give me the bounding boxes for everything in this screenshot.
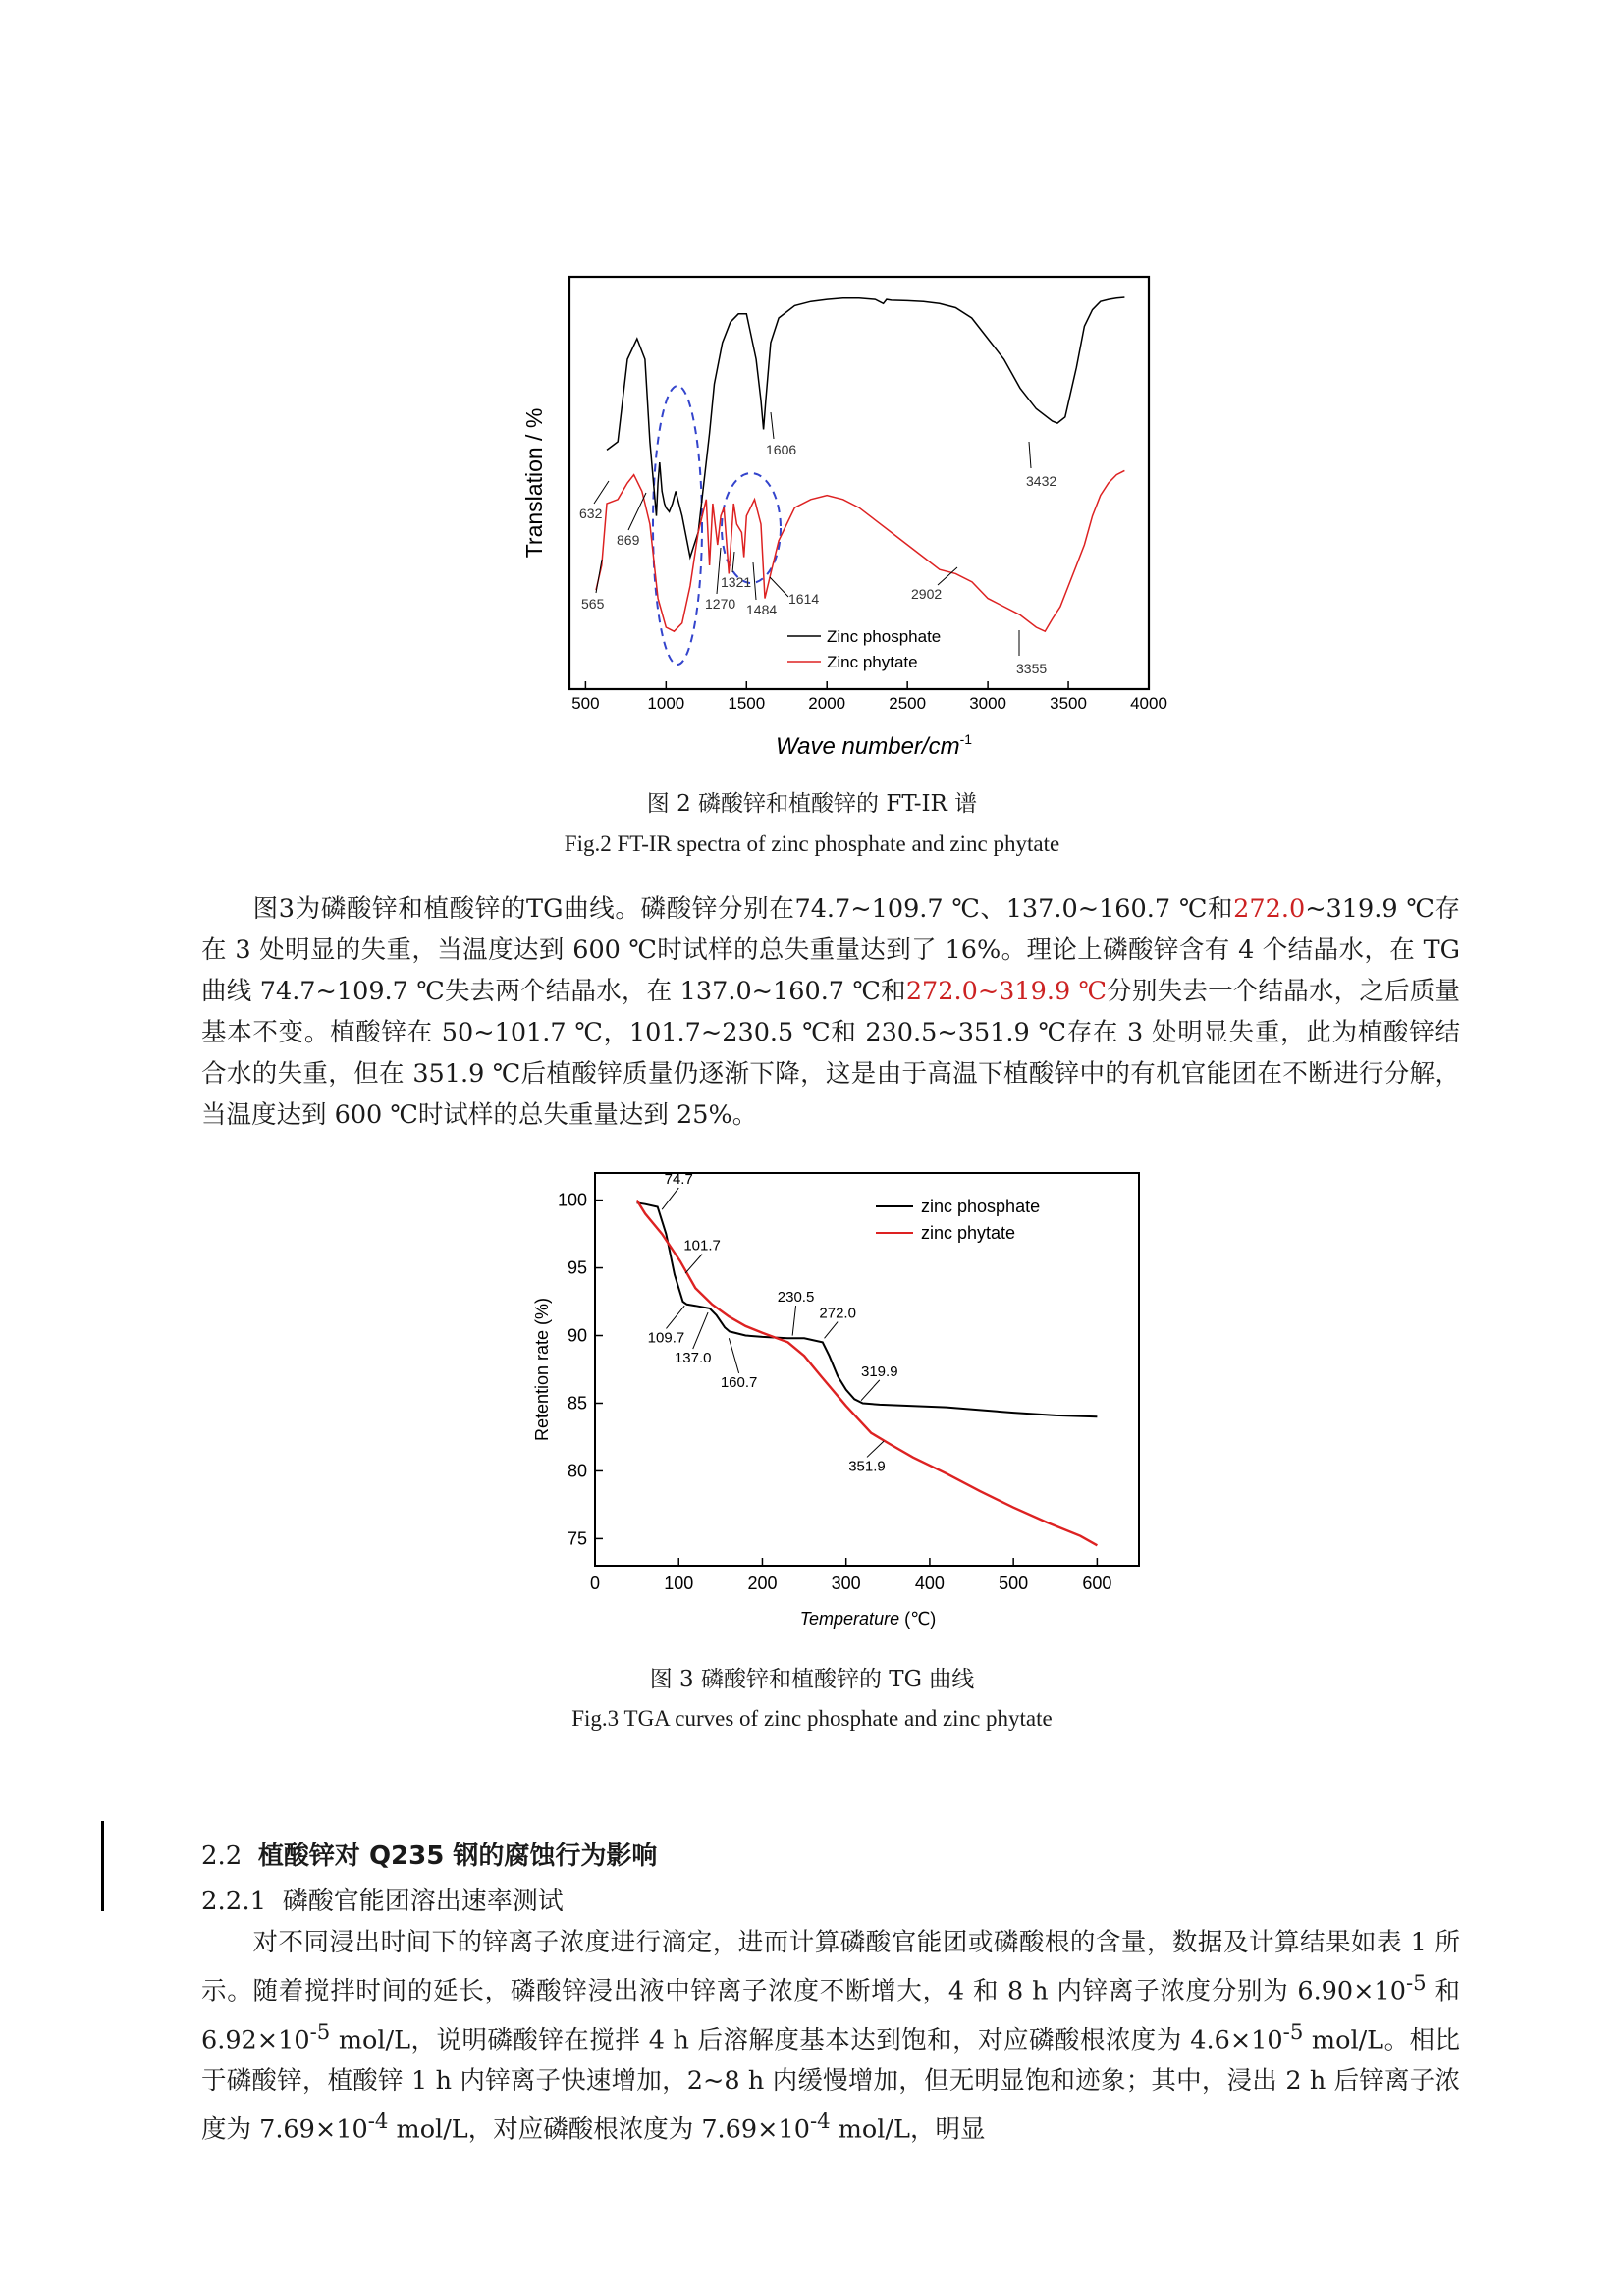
fig2-chart xyxy=(511,265,1167,775)
fig2-ylabel: Translation / % xyxy=(521,407,547,559)
fig2-svg xyxy=(511,265,1167,775)
para2-text: 和 6.92×10 xyxy=(201,1976,1461,2055)
fig3-annot-230-5: 230.5 xyxy=(777,1289,815,1307)
fig3-xtick-label: 300 xyxy=(831,1574,861,1593)
body-paragraph-tg xyxy=(201,888,1460,1136)
para1-text-1: 图3为磷酸锌和植酸锌的TG曲线。磷酸锌分别在74.7~109.7 ℃、137.0~160.7 ℃和 xyxy=(252,894,1234,924)
fig2-legend-label-phosphate: Zinc phosphate xyxy=(827,627,942,646)
fig2-arrow-869 xyxy=(628,493,646,530)
fig3-ylabel: Retention rate (%) xyxy=(532,1297,552,1442)
fig3-xtick-label: 100 xyxy=(664,1574,694,1593)
fig2-xtick-label: 3500 xyxy=(1050,694,1087,713)
fig3-legend-label-phytate: zinc phytate xyxy=(921,1223,1016,1243)
para1-highlight-2: 272.0~319.9 ℃ xyxy=(905,977,1108,1006)
fig3-annot-arrow xyxy=(693,1312,708,1349)
fig3-annot-109-7: 109.7 xyxy=(647,1329,685,1347)
fig3-annot-arrow xyxy=(792,1306,795,1335)
fig2-xtick-label: 3000 xyxy=(969,694,1007,713)
fig3-ytick-label: 75 xyxy=(567,1528,587,1549)
fig2-annot-1614: 1614 xyxy=(788,591,820,607)
fig2-xlabel xyxy=(776,731,972,760)
fig2-xtick-label: 1000 xyxy=(647,694,685,713)
fig2-annot-3432: 3432 xyxy=(1026,473,1057,489)
fig3-annot-137-0: 137.0 xyxy=(674,1350,712,1367)
fig3-ytick-label: 85 xyxy=(567,1393,587,1414)
fig3-svg xyxy=(520,1163,1149,1644)
fig3-annot-arrow xyxy=(662,1188,678,1209)
fig3-caption-cn: 图 3 磷酸锌和植酸锌的 TG 曲线 xyxy=(649,1667,975,1692)
heading-number: 2.2 xyxy=(201,1842,243,1871)
fig2-annot-1606: 1606 xyxy=(766,442,797,457)
fig3-annot-319-9: 319.9 xyxy=(861,1362,898,1380)
fig2-dashed-ellipse-1 xyxy=(653,386,702,665)
fig3-xlabel-unit: (℃) xyxy=(899,1609,937,1629)
change-bar xyxy=(101,1821,104,1911)
para1-text-3: 分别失去一个结晶水，之后质量基本不变。植酸锌在 50~101.7 ℃，101.7~230.5 ℃和 230.5~351.9 ℃存在 3 处明显失重，此为植酸锌结合水的失重，但在 351.9 ℃后植酸锌质量仍逐渐下降，这是由于高温下植酸锌中的有机官能团在不断进行分解，当温度达到 600 ℃时试样的总失重量达到 25%。 xyxy=(201,977,1461,1130)
fig2-annot-632: 632 xyxy=(579,506,603,521)
fig2-annot-2902: 2902 xyxy=(911,586,943,602)
fig2-caption-en: Fig.2 FT-IR spectra of zinc phosphate and zinc phytate xyxy=(564,831,1060,856)
fig3-ytick-label: 100 xyxy=(557,1190,587,1210)
section-heading-2-2-1 xyxy=(201,1881,564,1917)
fig3-series-line-zinc-phosphate xyxy=(637,1202,1098,1416)
fig2-xtick-label: 2500 xyxy=(889,694,927,713)
para2-sup: -5 xyxy=(1405,1971,1427,1996)
fig2-arrow-1606 xyxy=(771,412,774,439)
fig3-xtick-label: 200 xyxy=(747,1574,778,1593)
fig2-annot-565: 565 xyxy=(581,596,605,612)
fig2-arrow-1321 xyxy=(732,552,734,572)
fig2-xlabel-main: Wave number/cm xyxy=(775,733,960,760)
fig2-annot-3355: 3355 xyxy=(1016,661,1048,676)
para1-highlight-1: 272.0 xyxy=(1233,894,1306,924)
fig2-arrow-565 xyxy=(596,560,602,593)
fig3-annot-arrow xyxy=(685,1255,702,1273)
fig3-annot-74-7: 74.7 xyxy=(664,1171,693,1189)
fig2-legend-label-phytate: Zinc phytate xyxy=(827,653,918,671)
para2-text: mol/L，说明磷酸锌在搅拌 4 h 后溶解度基本达到饱和，对应磷酸根浓度为 4.6×10 xyxy=(330,2025,1283,2055)
fig2-annot-869: 869 xyxy=(617,532,640,548)
fig3-annot-arrow xyxy=(861,1380,880,1401)
section-heading-2-2 xyxy=(201,1836,657,1872)
fig3-caption-en: Fig.3 TGA curves of zinc phosphate and zinc phytate xyxy=(571,1706,1053,1731)
fig3-xtick-label: 0 xyxy=(589,1574,601,1593)
fig2-arrow-1484 xyxy=(753,562,756,600)
fig3-xtick-label: 500 xyxy=(999,1574,1029,1593)
para2-sup: -4 xyxy=(809,2109,831,2134)
fig3-annot-351-9: 351.9 xyxy=(848,1458,886,1475)
fig2-annot-1270: 1270 xyxy=(705,596,736,612)
fig2-series-line-zinc-phosphate xyxy=(607,297,1124,558)
fig2-annot-1484: 1484 xyxy=(746,602,778,617)
fig3-xlabel xyxy=(800,1609,937,1629)
fig3-ytick-label: 80 xyxy=(567,1461,587,1481)
fig3-legend-label-phosphate: zinc phosphate xyxy=(921,1197,1041,1216)
fig2-caption-cn: 图 2 磷酸锌和植酸锌的 FT-IR 谱 xyxy=(646,791,978,817)
fig3-chart xyxy=(520,1163,1149,1644)
fig3-annot-272-0: 272.0 xyxy=(819,1305,856,1322)
fig3-annot-101-7: 101.7 xyxy=(683,1237,721,1255)
fig3-annot-160-7: 160.7 xyxy=(720,1373,758,1391)
para2-text: mol/L，明显 xyxy=(830,2114,986,2145)
fig2-xtick-label: 500 xyxy=(571,694,600,713)
heading-text: 植酸锌对 Q235 钢的腐蚀行为影响 xyxy=(257,1842,658,1871)
fig2-xtick-label: 4000 xyxy=(1130,694,1167,713)
fig2-xtick-label: 1500 xyxy=(728,694,766,713)
fig2-arrow-3432 xyxy=(1029,442,1031,468)
para2-sup: -4 xyxy=(367,2109,389,2134)
fig3-annot-arrow xyxy=(666,1306,684,1328)
para2-text: 对不同浸出时间下的锌离子浓度进行滴定，进而计算磷酸官能团或磷酸根的含量，数据及计算结果如表 1 所示。随着搅拌时间的延长，磷酸锌浸出液中锌离子浓度不断增大，4 和 8 h 内锌离子浓度分别为 6.90×10 xyxy=(201,1928,1460,2006)
fig2-xtick-label: 2000 xyxy=(808,694,846,713)
fig2-annot-1321: 1321 xyxy=(721,574,752,590)
body-paragraph-dissolution xyxy=(201,1922,1460,2151)
fig3-annot-arrow xyxy=(867,1441,884,1457)
subheading-text: 磷酸官能团溶出速率测试 xyxy=(282,1887,564,1916)
fig3-xlabel-main: Temperature xyxy=(799,1609,900,1629)
para1-text-2: ~319.9 ℃存在 3 处明显的失重，当温度达到 600 ℃时试样的总失重量达到了 16%。理论上磷酸锌含有 4 个结晶水，在 TG 曲线 74.7~109.7 ℃失去两个结晶水，在 137.0~160.7 ℃和 xyxy=(201,894,1460,1006)
para2-sup: -5 xyxy=(1282,2019,1304,2045)
para2-text: mol/L。相比于磷酸锌，植酸锌 1 h 内锌离子快速增加，2~8 h 内缓慢增加，但无明显饱和迹象；其中，浸出 2 h 后锌离子浓度为 7.69×10 xyxy=(201,2025,1460,2145)
fig3-xtick-label: 600 xyxy=(1082,1574,1112,1593)
para2-text: mol/L，对应磷酸根浓度为 7.69×10 xyxy=(388,2114,810,2145)
fig3-annot-arrow xyxy=(729,1338,738,1373)
fig2-arrow-1614 xyxy=(770,577,788,597)
fig2-xlabel-sup: -1 xyxy=(959,731,973,747)
fig3-ytick-label: 95 xyxy=(567,1257,587,1278)
fig3-ytick-label: 90 xyxy=(567,1325,587,1346)
subheading-number: 2.2.1 xyxy=(201,1887,267,1916)
para2-sup: -5 xyxy=(309,2019,331,2045)
fig3-annot-arrow xyxy=(825,1322,839,1339)
fig3-xtick-label: 400 xyxy=(914,1574,945,1593)
fig2-arrow-632 xyxy=(594,481,609,504)
